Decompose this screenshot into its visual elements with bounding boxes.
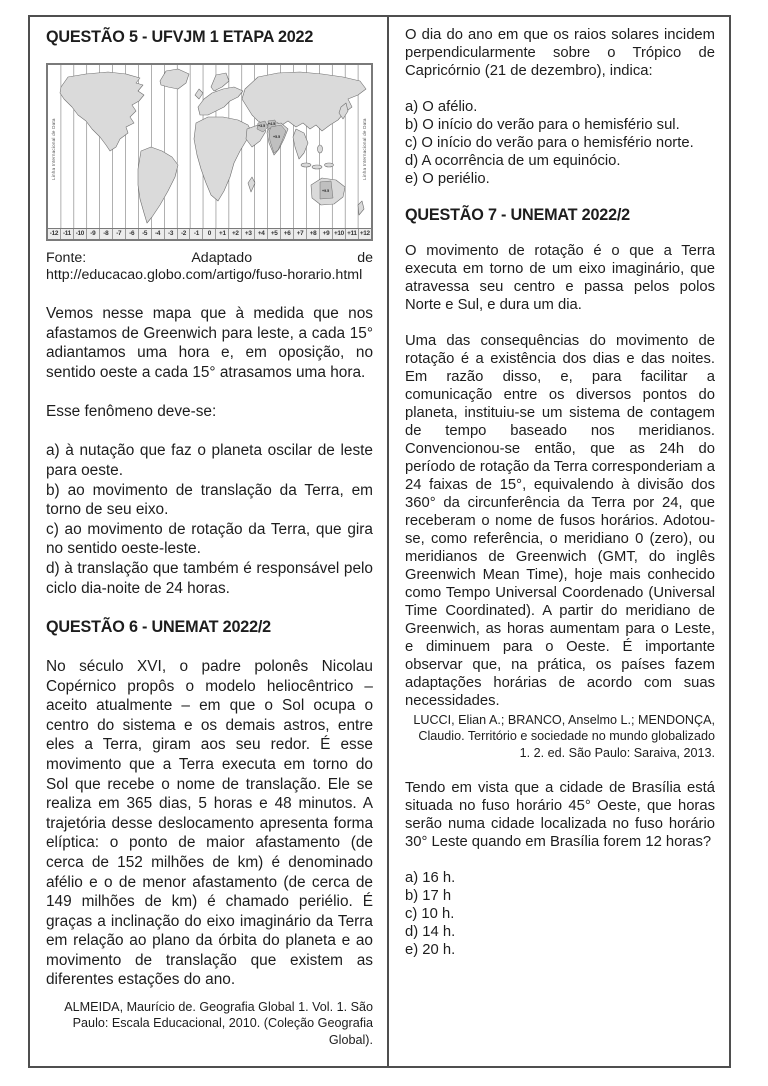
timezone-label: -9 (87, 229, 100, 239)
source-word-adaptado: Adaptado (191, 249, 253, 266)
left-column (30, 17, 389, 1066)
philippines-island (318, 145, 323, 153)
half-zone-label-australia: +9.5 (322, 188, 330, 193)
timezone-label: +11 (346, 229, 359, 239)
answer-option: d) 14 h. (405, 924, 456, 941)
answer-option: c) 10 h. (405, 906, 455, 923)
timezone-label: -10 (74, 229, 87, 239)
timezone-label: +8 (307, 229, 320, 239)
answer-option: b) 17 h (405, 888, 452, 905)
answer-option: e) O periélio. (405, 171, 490, 187)
timezone-label: +2 (229, 229, 242, 239)
timezone-label: +7 (294, 229, 307, 239)
q6-citation: ALMEIDA, Maurício de. Geografia Global 1. Vol. 1. São Paulo: Escala Educacional, 2010. (Coleção Geografia Global). (64, 1000, 373, 1047)
indonesia-island (325, 163, 334, 167)
timezone-label: +4 (255, 229, 268, 239)
q5-prompt: Esse fenômeno deve-se: (46, 403, 217, 421)
timezone-label: -3 (165, 229, 178, 239)
answer-option: c) O início do verão para o hemisfério norte. (405, 135, 694, 151)
timezone-label: -7 (113, 229, 126, 239)
half-zone-label-india: +5.5 (273, 134, 281, 139)
answer-option: a) à nutação que faz o planeta oscilar de leste para oeste. (46, 442, 373, 480)
source-word-de: de (357, 249, 373, 266)
timezone-label: -6 (126, 229, 139, 239)
question-6-heading: QUESTÃO 6 - UNEMAT 2022/2 (46, 617, 271, 636)
timezone-label: -1 (190, 229, 203, 239)
answer-option: a) 16 h. (405, 870, 456, 887)
timezone-world-map (46, 63, 373, 241)
timezone-label: +3 (242, 229, 255, 239)
map-source (46, 250, 373, 285)
indonesia-island (301, 163, 311, 167)
question-7-heading: QUESTÃO 7 - UNEMAT 2022/2 (405, 206, 630, 224)
timezone-label: +6 (281, 229, 294, 239)
timezone-label: -11 (61, 229, 74, 239)
answer-option: d) à translação que também é responsável pelo ciclo dia-noite de 24 horas. (46, 560, 373, 597)
q7-citation: LUCCI, Elian A.; BRANCO, Anselmo L.; MENDONÇA, Claudio. Território e sociedade no mundo globalizado 1. 2. ed. São Paulo: Saraiva, 2013. (413, 713, 715, 760)
timezone-label: -12 (48, 229, 61, 239)
date-line-label-right: Linha Internacional de Data (362, 118, 367, 180)
answer-option: e) 20 h. (405, 942, 456, 959)
indonesia-island (312, 165, 322, 169)
q7-question-paragraph: Tendo em vista que a cidade de Brasília está situada no fuso horário 45° Oeste, que horas serão numa cidade localizada no fuso horário 30° Leste quando em Brasília forem 12 horas? (405, 780, 715, 851)
question-5-heading: QUESTÃO 5 - UFVJM 1 ETAPA 2022 (46, 28, 314, 46)
q6-options (405, 98, 715, 188)
timezone-label: +1 (216, 229, 229, 239)
world-map-graphic (48, 65, 371, 228)
right-column (389, 17, 729, 1066)
q6-question-paragraph: O dia do ano em que os raios solares incidem perpendicularmente sobre o Trópico de Capricórnio (21 de dezembro), indica: (405, 27, 715, 79)
answer-option: b) ao movimento de translação da Terra, em torno de seu eixo. (46, 481, 373, 519)
q6-body-paragraph: No século XVI, o padre polonês Nicolau Copérnico propôs o modelo heliocêntrico – aceito atualmente – em que o Sol ocupa o centro do sistema e os demais astros, entre eles a Terra, giram aos seu redor. É esse movimento que a Terra executa em torno do Sol que recebe o nome de translação. Ele se realiza em 365 dias, 5 horas e 48 minutos. A trajetória desse deslocamento apresenta forma elíptica: o ponto de maior afastamento (de cerca de 152 milhões de km) é denominado afélio e o de menor afastamento (de cerca de 149 milhões de km) é chamado periélio. É graças a inclinação do eixo imaginário da Terra em relação ao plano da órbita do planeta e ao movimento de translação que existem as diferentes estações do ano. (46, 657, 373, 989)
q7-paragraph-1: O movimento de rotação é o que a Terra executa em torno de um eixo imaginário, que atravessa seu centro e passa pelos polos Norte e Sul, e dura um dia. (405, 243, 715, 313)
answer-option: a) O afélio. (405, 99, 478, 115)
half-zone-label-afghanistan: +4.5 (268, 121, 276, 126)
source-url: http://educacao.globo.com/artigo/fuso-horario.html (46, 267, 363, 284)
answer-option: b) O início do verão para o hemisfério sul. (405, 117, 680, 133)
q7-options (405, 869, 715, 959)
timezone-label: -4 (152, 229, 165, 239)
timezone-label: +10 (333, 229, 344, 237)
map-source-line (46, 250, 373, 268)
timezone-label: 0 (203, 229, 216, 239)
timezone-label: +12 (359, 229, 370, 237)
timezone-label: -2 (178, 229, 191, 239)
answer-option: c) ao movimento de rotação da Terra, que gira no sentido oeste-leste. (46, 520, 373, 558)
exam-sheet-border (28, 15, 731, 1068)
timezone-label: +5 (268, 229, 281, 239)
q5-intro-paragraph: Vemos nesse mapa que à medida que nos afastamos de Greenwich para leste, a cada 15° adiantamos uma hora e, em oposição, no sentido oeste a cada 15° atrasamos uma hora. (46, 305, 373, 382)
timezone-label: -5 (139, 229, 152, 239)
timezone-label: -8 (100, 229, 113, 239)
timezone-label-strip (48, 228, 371, 239)
answer-option: d) A ocorrência de um equinócio. (405, 153, 621, 169)
timezone-label: +9 (320, 229, 333, 239)
half-zone-label-iran: +3.5 (258, 123, 266, 128)
source-label: Fonte: (46, 249, 87, 266)
q7-paragraph-2: Uma das consequências do movimento de rotação é a existência dos dias e das noites. Em razão disso, e, para facilitar a comunicação entre os diversos pontos do planeta, instituiu-se um sistema de contagem de tempo baseado nos meridianos. Convencionou-se então, que as 24h do período de rotação da Terra corresponderiam a 24 faixas de 15°, equivalendo à divisão dos 360° da circunferência da Terra por 24, que receberam o nome de fusos horários. Adotou-se, como referência, o meridiano 0 (zero), ou meridianos de Greenwich (GMT, do inglês Greenwich Mean Time), hoje mais conhecido como Tempo Universal Coordenado (Universal Time Coordinated). A partir do meridiano de Greenwich, as horas aumentam para o Leste, e diminuem para o Oeste. É importante observar que, na prática, os países fazem adaptações horárias de acordo com suas necessidades. (405, 333, 715, 709)
q5-options (46, 441, 373, 598)
date-line-label-left: Linha Internacional de Data (51, 118, 56, 180)
